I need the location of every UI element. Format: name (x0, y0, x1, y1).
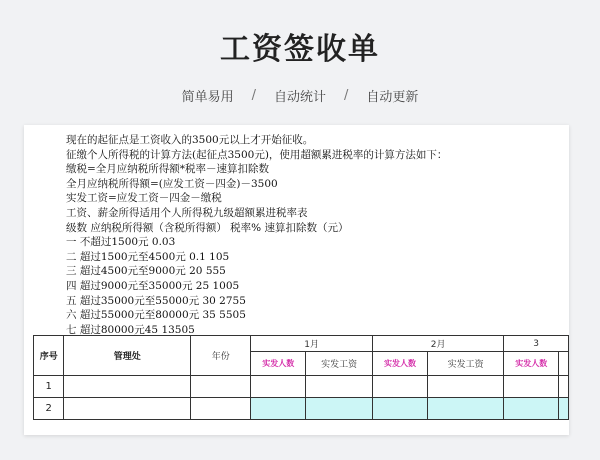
table-row (34, 398, 569, 420)
header-month-3[interactable]: 3 (504, 336, 569, 352)
table-cell[interactable] (64, 376, 191, 398)
subtitle-separator: / (344, 88, 349, 103)
note-line: 三 超过4500元至9000元 20 555 (66, 265, 226, 278)
table-cell[interactable] (306, 376, 373, 398)
subtitle-auto-update: 自动更新 (366, 90, 419, 105)
subtitle-separator: / (251, 88, 256, 103)
header-received-count[interactable]: 实发人数 (504, 352, 559, 376)
page-header (0, 0, 600, 125)
note-line: 工资、薪金所得适用个人所得税九级超额累进税率表 (66, 206, 308, 219)
table-cell[interactable] (191, 398, 251, 420)
tax-notes (66, 133, 447, 337)
table-cell[interactable] (559, 398, 569, 420)
header-received-count[interactable]: 实发人数 (373, 352, 428, 376)
table-cell[interactable] (428, 376, 504, 398)
note-line: 全月应纳税所得额=(应发工资－四金)－3500 (66, 177, 278, 190)
note-line: 缴税=全月应纳税所得额*税率－速算扣除数 (66, 163, 270, 176)
table-cell[interactable] (428, 398, 504, 420)
note-line: 五 超过35000元至55000元 30 2755 (66, 294, 246, 307)
table-cell[interactable] (559, 352, 569, 376)
table-cell[interactable] (504, 376, 559, 398)
header-paid-salary[interactable]: 实发工资 (306, 352, 373, 376)
header-month-2[interactable]: 2月 (373, 336, 504, 352)
row-seq[interactable]: 1 (34, 376, 64, 398)
page-title: 工资签收单 (220, 32, 380, 67)
salary-table (33, 335, 569, 420)
note-line: 现在的起征点是工资收入的3500元以上才开始征收。 (66, 134, 314, 146)
table-cell[interactable] (373, 398, 428, 420)
header-seq[interactable]: 序号 (34, 336, 64, 376)
table-cell[interactable] (504, 398, 559, 420)
note-line: 二 超过1500元至4500元 0.1 105 (66, 250, 230, 263)
header-received-count[interactable]: 实发人数 (251, 352, 306, 376)
header-paid-salary[interactable]: 实发工资 (428, 352, 504, 376)
note-line: 征缴个人所得税的计算方法(起征点3500元)，使用超额累进税率的计算方法如下： (66, 148, 448, 161)
table-cell[interactable] (191, 376, 251, 398)
table-row (34, 376, 569, 398)
note-line: 七 超过80000元45 13505 (66, 323, 195, 336)
note-line: 级数 应纳税所得额（含税所得额） 税率% 速算扣除数（元） (66, 221, 349, 234)
note-line: 一 不超过1500元 0.03 (66, 236, 176, 249)
table-cell[interactable] (559, 376, 569, 398)
subtitle-bar (0, 86, 600, 105)
table-cell[interactable] (64, 398, 191, 420)
table-cell[interactable] (251, 398, 306, 420)
subtitle-auto-stats: 自动统计 (273, 90, 326, 105)
header-dept[interactable]: 管理处 (64, 336, 191, 376)
header-year[interactable]: 年份 (191, 336, 251, 376)
note-line: 实发工资=应发工资－四金－缴税 (66, 192, 222, 205)
note-line: 四 超过9000元至35000元 25 1005 (66, 279, 240, 292)
note-line: 六 超过55000元至80000元 35 5505 (66, 309, 246, 322)
table-cell[interactable] (373, 376, 428, 398)
table-cell[interactable] (251, 376, 306, 398)
spreadsheet-preview (24, 125, 569, 435)
row-seq[interactable]: 2 (34, 398, 64, 420)
subtitle-easy: 简单易用 (181, 90, 234, 105)
header-month-1[interactable]: 1月 (251, 336, 373, 352)
table-cell[interactable] (306, 398, 373, 420)
